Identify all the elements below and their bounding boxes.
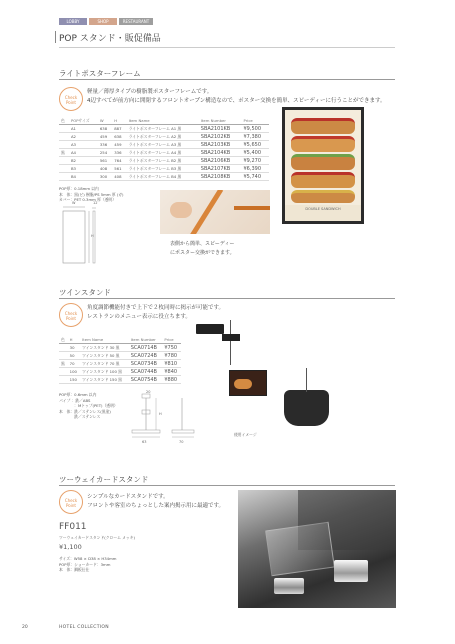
- sandwich-4: [291, 172, 355, 188]
- section2-title: ツインスタンド: [59, 288, 111, 297]
- cell: SBA2103KB: [199, 141, 242, 149]
- table-row: [59, 133, 269, 141]
- base-plate: [284, 390, 329, 426]
- table-row: [59, 344, 181, 352]
- cell: ¥750: [162, 344, 181, 352]
- note-line: パイプ ：鉄／ABS: [59, 397, 91, 403]
- sandwich-1: [291, 118, 355, 134]
- table-row: [59, 368, 181, 376]
- glossy-card: [265, 522, 335, 576]
- section2-table: [59, 336, 181, 384]
- note-line: 本 体：黒(ビ) 樹脂/PS 5mm 厚 (ガ): [59, 191, 124, 197]
- cell: 336: [112, 149, 126, 157]
- note-line: 本 体：鉄／ステンレス(黒塗): [59, 408, 111, 414]
- cell: SBA2106KB: [199, 157, 242, 165]
- frame-outline: [63, 211, 85, 263]
- cell: 638: [112, 133, 126, 141]
- chrome-stand-2: [274, 578, 304, 594]
- section1-desc2: 4辺すべてが前方向に開閉するフロントオープン構造なので、ポスター交換を簡単、スピーディーに行うことができます。: [87, 98, 386, 104]
- caption-line2: にポスター交換ができます。: [170, 250, 235, 256]
- caption-line1: 表側から簡単、スピーディー: [170, 241, 235, 247]
- usage-image: [234, 368, 329, 428]
- usage-image-caption: 使用イメージ: [234, 432, 257, 437]
- cell: SBA2108KB: [199, 173, 242, 181]
- cell: ライトポスターフレーム A2 黒: [127, 133, 199, 141]
- cell: SCA0724B: [129, 352, 163, 360]
- model-number: FF011: [59, 522, 87, 532]
- section3-notes: [59, 556, 117, 573]
- th-item-number: Item Number: [199, 117, 242, 125]
- section1-title: ライトポスターフレーム: [59, 69, 141, 78]
- section3-title: ツーウェイカードスタンド: [59, 475, 149, 484]
- card-stand-photo: [238, 490, 396, 608]
- th-item-number: Item Number: [129, 336, 163, 344]
- table-row: [59, 157, 269, 165]
- cell: 561: [98, 157, 112, 165]
- cell: 408: [98, 165, 112, 173]
- cell: ¥9,270: [242, 157, 270, 165]
- cell: SBA2107KB: [199, 165, 242, 173]
- table-header-row: [59, 336, 181, 344]
- hand-shape: [170, 202, 192, 218]
- cell: 300: [98, 173, 112, 181]
- color-cell: [59, 352, 68, 360]
- cell: ツインスタンド 100 黒: [80, 368, 129, 376]
- cell: SCA0744B: [129, 368, 163, 376]
- section1-table: [59, 117, 269, 181]
- table-row: [59, 360, 181, 368]
- framed-poster: [282, 107, 364, 224]
- th-h: H: [68, 336, 81, 344]
- stand-base: [132, 430, 160, 433]
- section1-desc1: 軽量／薄厚タイプの樹脂製ポスターフレームです。: [87, 89, 213, 95]
- dim-70-label: 70: [179, 440, 184, 444]
- section2-notes: [59, 392, 118, 420]
- section1-notes: [59, 186, 124, 203]
- color-cell: [59, 173, 69, 181]
- th-price: Price: [242, 117, 270, 125]
- cell: 336: [98, 141, 112, 149]
- cell: A4: [69, 149, 98, 157]
- th-h: H: [112, 117, 126, 125]
- cell: ライトポスターフレーム B3 黒: [127, 165, 199, 173]
- side-base: [172, 430, 194, 433]
- cell: A1: [69, 125, 98, 133]
- cell: A3: [69, 141, 98, 149]
- base-rod: [306, 368, 307, 392]
- poster-footer: DOUBLE SANDWICH: [285, 205, 361, 221]
- note-line: POP厚：ショーカード：3mm: [59, 561, 111, 567]
- cell: 561: [112, 165, 126, 173]
- color-cell: [59, 125, 69, 133]
- dim-h-label: H: [159, 412, 162, 416]
- note-line: POP厚：0.18mm 以内: [59, 186, 99, 191]
- section3-check-badge: Check Point: [59, 490, 83, 514]
- section3-desc1: シンプルなカードスタンドです。: [87, 494, 169, 500]
- model-price: ¥1,100: [59, 543, 82, 551]
- cell: ツインスタンド 150 黒: [80, 376, 129, 384]
- section2-divider: [59, 298, 395, 299]
- color-cell: [59, 344, 68, 352]
- cell: 638: [98, 125, 112, 133]
- cell: 408: [112, 173, 126, 181]
- th-w: W: [98, 117, 112, 125]
- table-row: [59, 173, 269, 181]
- cell: SCA0734B: [129, 360, 163, 368]
- color-cell: [59, 157, 69, 165]
- cell: ライトポスターフレーム A3 黒: [127, 141, 199, 149]
- section2-desc2: レストランのメニュー表示に役立ちます。: [87, 314, 191, 320]
- note-line: 本 体：鋼板仕仕: [59, 567, 90, 572]
- cell: ライトポスターフレーム A4 黒: [127, 149, 199, 157]
- cell: 70: [68, 360, 81, 368]
- section3-divider: [59, 485, 395, 486]
- cell: ¥9,500: [242, 125, 270, 133]
- note-line: カバー：PET 0.3mm 厚（透明）: [59, 197, 117, 202]
- tag-restaurant: RESTAURANT: [119, 18, 153, 25]
- poster-image: [285, 110, 361, 221]
- tag-shop: SHOP: [89, 18, 117, 25]
- cell: ライトポスターフレーム B2 黒: [127, 157, 199, 165]
- frame-opening-photo: [160, 190, 270, 234]
- color-cell: [59, 376, 68, 384]
- page-title: POP スタンド・販促備品: [59, 34, 161, 44]
- cell: A2: [69, 133, 98, 141]
- cell: ¥5,740: [242, 173, 270, 181]
- table-row: [59, 352, 181, 360]
- twin-stand-photo: [196, 320, 258, 365]
- cell: B2: [69, 157, 98, 165]
- cell: ライトポスターフレーム A1 黒: [127, 125, 199, 133]
- cell: ライトポスターフレーム B4 黒: [127, 173, 199, 181]
- brand-name: HOTEL COLLECTION: [59, 625, 109, 630]
- table-row: [59, 125, 269, 133]
- note-line: サイズ：W58 × D38 × H34mm: [59, 556, 117, 561]
- cell: ツインスタンド 30 黒: [80, 344, 129, 352]
- sandwich-3: [291, 154, 355, 170]
- cell: 254: [98, 149, 112, 157]
- cell: B4: [69, 173, 98, 181]
- cell: 50: [68, 352, 81, 360]
- stand-top-clip: [196, 324, 224, 334]
- table-row: [59, 376, 181, 384]
- color-cell: [59, 165, 69, 173]
- note-line: POP厚：0.6mm 以内: [59, 392, 97, 397]
- th-color: 色: [59, 117, 69, 125]
- cell: SBA2101KB: [199, 125, 242, 133]
- chrome-stand-1: [334, 560, 368, 582]
- cell: 764: [112, 157, 126, 165]
- table-row: [59, 149, 269, 157]
- cell: ¥7,380: [242, 133, 270, 141]
- model-subtitle: ツーウェイカードスタンド(クローム メッキ): [59, 535, 136, 540]
- note-line: 鉄／ステンレス: [59, 414, 101, 419]
- cell: SCA0754B: [129, 376, 163, 384]
- cell: ¥780: [162, 352, 181, 360]
- th-item-name: Item Name: [80, 336, 129, 344]
- cell: ¥810: [162, 360, 181, 368]
- cell: ツインスタンド 50 黒: [80, 352, 129, 360]
- stand-clip-top: [142, 394, 150, 398]
- section2-check-badge: Check Point: [59, 303, 83, 327]
- cell: 459: [98, 133, 112, 141]
- title-bar-mark: [55, 31, 56, 43]
- page-number: 20: [22, 625, 28, 630]
- cell: 30: [68, 344, 81, 352]
- th-price: Price: [162, 336, 181, 344]
- cell: 100: [68, 368, 81, 376]
- cell: ¥5,400: [242, 149, 270, 157]
- cell: ¥880: [162, 376, 181, 384]
- sandwich-2: [291, 136, 355, 152]
- cell: 887: [112, 125, 126, 133]
- cell: 459: [112, 141, 126, 149]
- color-cell: [59, 133, 69, 141]
- table-header-row: [59, 117, 269, 125]
- stand-rod: [230, 320, 231, 365]
- section3-desc2: フロントや客室のちょっとした案内掲示用に最適です。: [87, 503, 225, 509]
- section2-desc1: 角度調節機能付きで上下で２枚同時に掲示が可能です。: [87, 305, 225, 311]
- dim-20-label: 20: [146, 390, 151, 394]
- cell: ¥6,390: [242, 165, 270, 173]
- color-cell: [59, 368, 68, 376]
- color-cell: 黒: [59, 149, 69, 157]
- cell: SBA2102KB: [199, 133, 242, 141]
- table-row: [59, 141, 269, 149]
- note-line: ：Mトップ(PET)（透明）: [59, 403, 118, 408]
- cell: SCA0714B: [129, 344, 163, 352]
- th-item-name: Item Name: [127, 117, 199, 125]
- cell: B3: [69, 165, 98, 173]
- dim-depth-label: 12: [93, 201, 98, 205]
- sandwich-5: [291, 190, 355, 203]
- cell: ¥5,650: [242, 141, 270, 149]
- tag-lobby: LOBBY: [59, 18, 87, 25]
- section1-divider: [59, 79, 395, 80]
- title-divider: [59, 47, 395, 48]
- twin-stand-diagram: [128, 390, 200, 442]
- dim-h-label: H: [91, 234, 94, 238]
- frame-edge-2: [234, 206, 270, 210]
- color-cell: 黒: [59, 360, 68, 368]
- cell: 150: [68, 376, 81, 384]
- th-popsize: POPサイズ: [69, 117, 98, 125]
- cell: ツインスタンド 70 黒: [80, 360, 129, 368]
- cell: SBA2104KB: [199, 149, 242, 157]
- color-cell: [59, 141, 69, 149]
- th-color: 色: [59, 336, 68, 344]
- dim-w-label: W: [72, 201, 76, 205]
- table-row: [59, 165, 269, 173]
- section1-check-badge: Check Point: [59, 87, 83, 111]
- dim-63-label: 63: [142, 440, 147, 444]
- cell: ¥840: [162, 368, 181, 376]
- stand-mid-clip: [222, 334, 240, 341]
